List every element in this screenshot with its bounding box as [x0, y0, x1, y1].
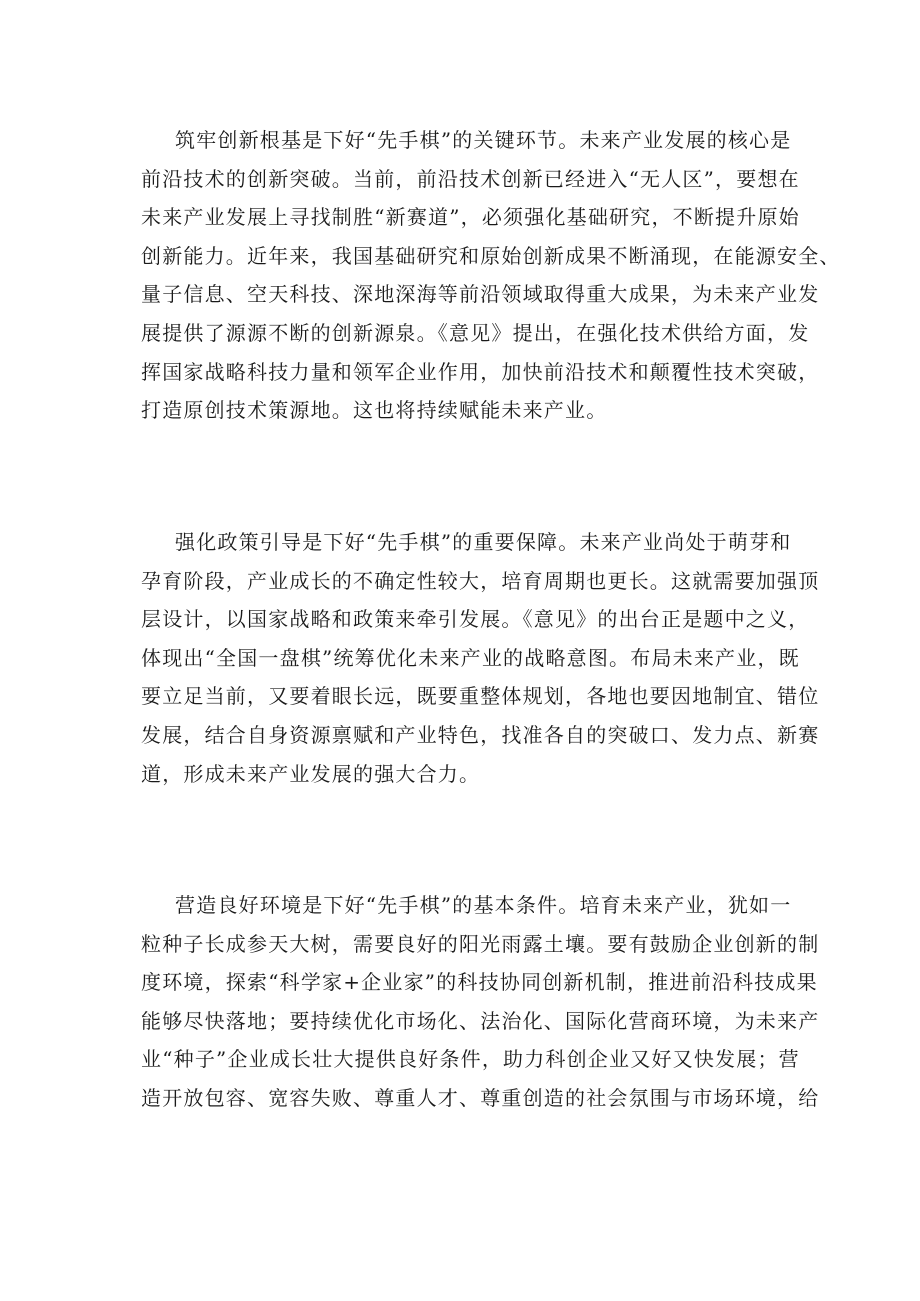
paragraph-line: 能够尽快落地；要持续优化市场化、法治化、国际化营商环境，为未来产 [141, 1008, 820, 1033]
paragraph-line: 造开放包容、宽容失败、尊重人才、尊重创造的社会氛围与市场环境，给 [141, 1085, 820, 1110]
paragraph-good-environment [141, 886, 820, 1118]
paragraph-line: 强化政策引导是下好“先手棋”的重要保障。未来产业尚处于萌芽和 [175, 530, 792, 554]
paragraph-line: 打造原创技术策源地。这也将持续赋能未来产业。 [141, 398, 608, 423]
paragraph-line: 业“种子”企业成长壮大提供良好条件，助力科创企业又好又快发展；营 [141, 1047, 800, 1072]
paragraph-innovation-foundation [141, 121, 841, 430]
paragraph-line: 要立足当前，又要着眼长远，既要重整体规划，各地也要因地制宜、错位 [141, 684, 820, 709]
paragraph-line: 层设计，以国家战略和政策来牵引发展。《意见》的出台正是题中之义， [141, 607, 810, 632]
paragraph-line: 前沿技术的创新突破。当前，前沿技术创新已经进入“无人区”，要想在 [141, 166, 800, 191]
paragraph-line: 量子信息、空天科技、深地深海等前沿领域取得重大成果，为未来产业发 [141, 282, 820, 307]
paragraph-line: 挥国家战略科技力量和领军企业作用，加快前沿技术和颠覆性技术突破， [141, 359, 820, 384]
paragraph-line: 筑牢创新根基是下好“先手棋”的关键环节。未来产业发展的核心是 [175, 128, 792, 152]
paragraph-policy-guidance [141, 523, 820, 793]
paragraph-line: 道，形成未来产业发展的强大合力。 [141, 761, 481, 786]
paragraph-line: 创新能力。近年来，我国基础研究和原始创新成果不断涌现，在能源安全、 [141, 243, 841, 268]
paragraph-line: 体现出“全国一盘棋”统筹优化未来产业的战略意图。布局未来产业，既 [141, 645, 800, 670]
paragraph-line: 孕育阶段，产业成长的不确定性较大，培育周期也更长。这就需要加强顶 [141, 568, 820, 593]
paragraph-line: 发展，结合自身资源禀赋和产业特色，找准各自的突破口、发力点、新赛 [141, 722, 820, 747]
paragraph-line: 度环境，探索“科学家+企业家”的科技协同创新机制，推进前沿科技成果 [141, 970, 818, 995]
paragraph-line: 未来产业发展上寻找制胜“新赛道”，必须强化基础研究，不断提升原始 [141, 205, 800, 230]
paragraph-line: 粒种子长成参天大树，需要良好的阳光雨露土壤。要有鼓励企业创新的制 [141, 931, 820, 956]
paragraph-line: 展提供了源源不断的创新源泉。《意见》提出，在强化技术供给方面，发 [141, 320, 810, 345]
paragraph-line: 营造良好环境是下好“先手棋”的基本条件。培育未来产业，犹如一 [175, 893, 792, 917]
